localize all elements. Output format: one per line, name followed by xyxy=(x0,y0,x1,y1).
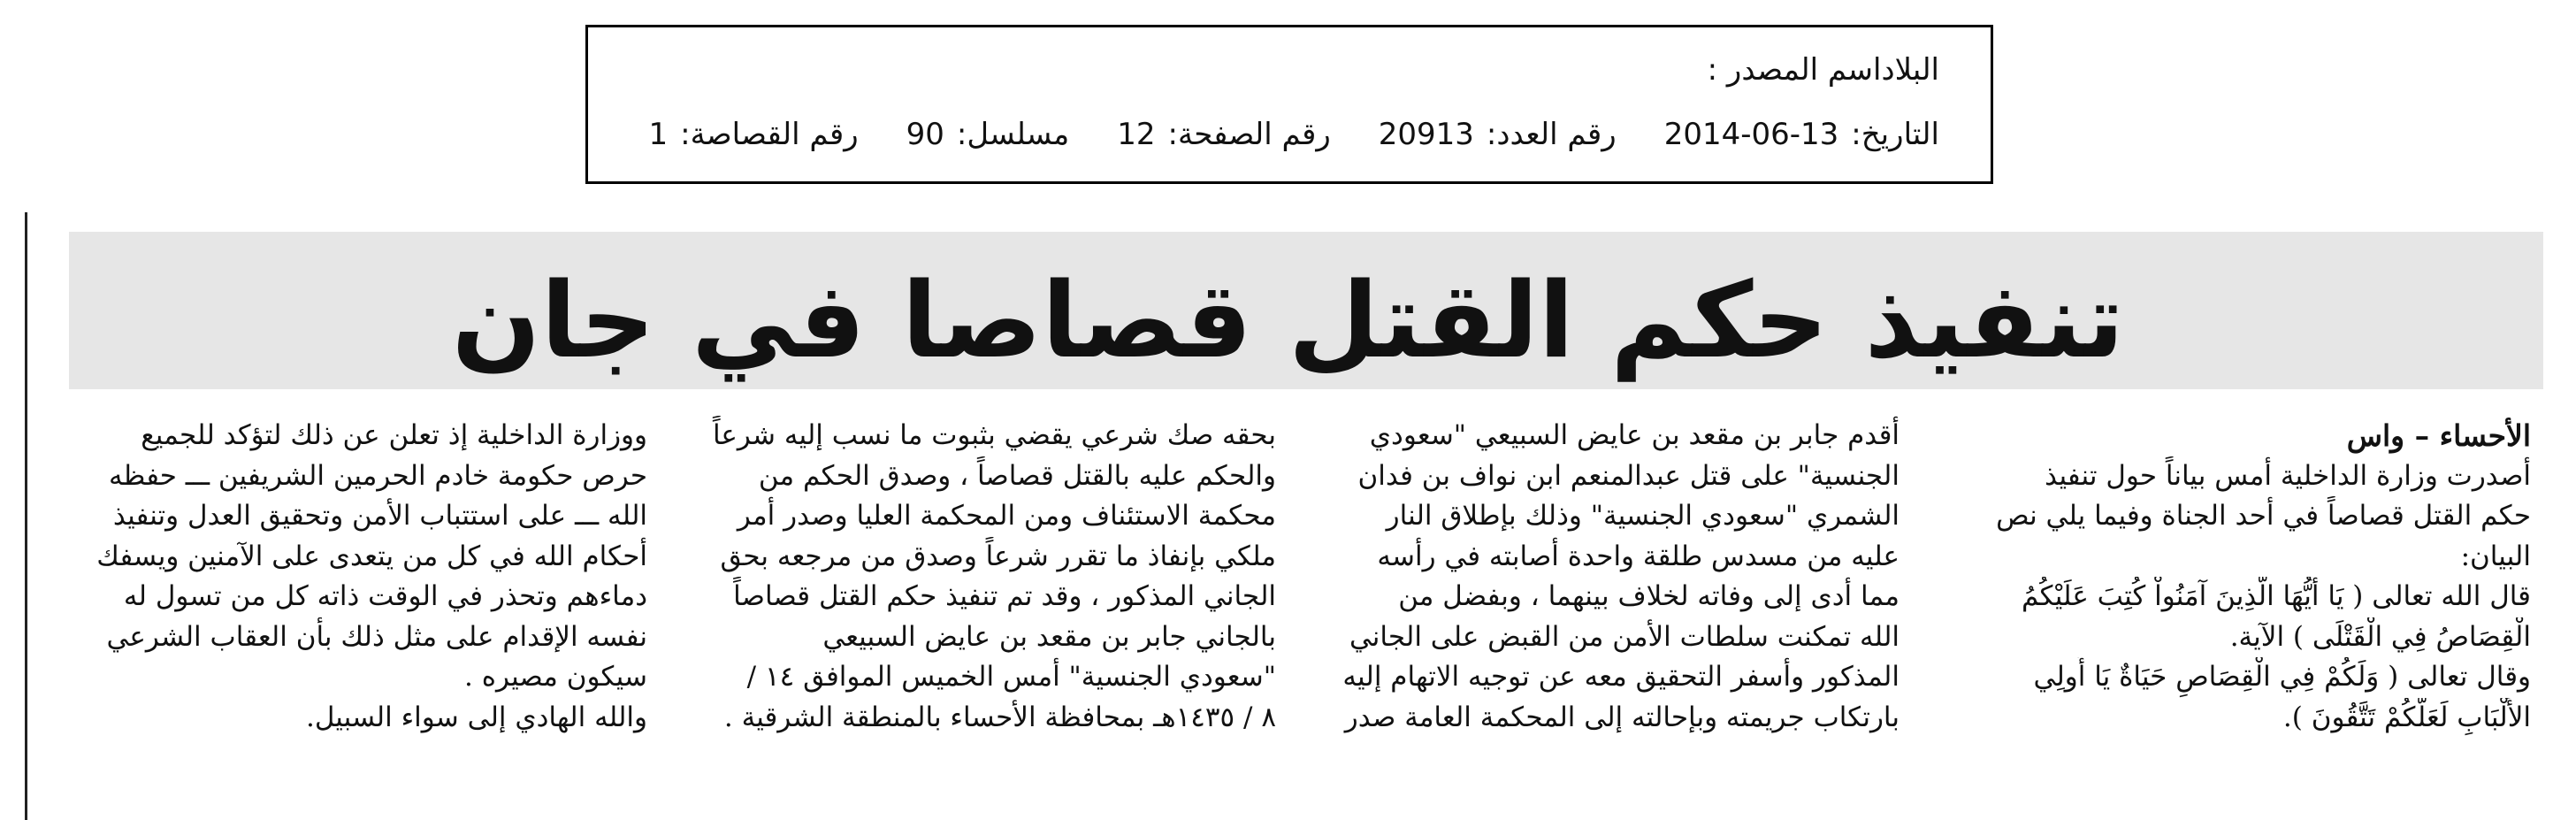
column-line: عليه من مسدس طلقة واحدة أصابته في رأسه xyxy=(1377,540,1900,572)
column-line: بالجاني جابر بن مقعد بن عايض السبيعي xyxy=(822,620,1276,653)
column-line: أحكام الله في كل من يتعدى على الآمنين ويسفك xyxy=(96,540,647,572)
clipping-number-value: 1 xyxy=(648,117,669,152)
column-line: بارتكاب جريمته وبإحالته إلى المحكمة العامة صدر xyxy=(1344,701,1900,733)
column-line: "سعودي الجنسية" أمس الخميس الموافق ١٤ / xyxy=(746,661,1276,693)
article-column-4 xyxy=(71,416,647,738)
column-line: والحكم عليه بالقتل قصاصاً ، وصدق الحكم من xyxy=(758,459,1276,492)
column-line: أصدرت وزارة الداخلية أمس بياناً حول تنفيذ xyxy=(2045,459,2531,492)
issue-number-field xyxy=(1379,117,1617,152)
source-name-value: البلاد xyxy=(1881,52,1939,88)
column-line: قال الله تعالى ( يَا أَيُّهَا الَّذِينَ آمَنُواْ كُتِبَ عَلَيْكُمُ xyxy=(2021,580,2531,612)
column-line: وقال تعالى ( وَلَكُمْ فِي الْقِصَاصِ حَيَاةٌ يَا أُولِي xyxy=(2033,661,2531,693)
article-headline: تنفيذ حكم القتل قصاصا في جان xyxy=(451,259,2125,381)
column-line: ٨ / ١٤٣٥هـ بمحافظة الأحساء بالمنطقة الشرقية . xyxy=(723,701,1276,733)
serial-field xyxy=(906,117,1070,152)
details-row xyxy=(648,112,1939,157)
clipping-number-field xyxy=(648,117,858,152)
issue-number-label: رقم العدد: xyxy=(1486,117,1617,152)
page-number-field xyxy=(1117,117,1331,152)
clipping-number-label: رقم القصاصة: xyxy=(680,117,859,152)
article-column-1 xyxy=(1954,416,2531,738)
column-line: ملكي بإنفاذ ما تقرر شرعاً وصدق من مرجعه بحق xyxy=(720,540,1276,572)
date-field xyxy=(1664,117,1939,152)
column-line: نفسه الإقدام على مثل ذلك بأن العقاب الشرعي xyxy=(106,620,647,653)
article-column-2 xyxy=(1328,416,1900,738)
source-row xyxy=(1639,49,1939,91)
column-line: الأَلْبَابِ لَعَلَّكُمْ تَتَّقُونَ ). xyxy=(2282,701,2531,733)
column-line: البيان: xyxy=(2460,540,2531,572)
column-line: أقدم جابر بن مقعد بن عايض السبيعي "سعودي xyxy=(1369,419,1900,451)
source-name-label: اسم المصدر : xyxy=(1707,52,1882,88)
column-line: المذكور وأسفر التحقيق معه عن توجيه الاتهام إليه xyxy=(1342,661,1900,693)
page-number-value: 12 xyxy=(1117,117,1156,152)
column-line: دماءهم وتحذر في الوقت ذاته كل من تسول له xyxy=(123,580,647,612)
column-line: محكمة الاستئناف ومن المحكمة العليا وصدر أمر xyxy=(737,500,1276,532)
serial-label: مسلسل: xyxy=(956,117,1070,152)
column-line: مما أدى إلى وفاته لخلاف بينهما ، وبفضل من xyxy=(1398,580,1900,612)
column-line: حكم القتل قصاصاً في أحد الجناة وفيما يلي نص xyxy=(1996,500,2531,532)
column-line: حرص حكومة خادم الحرمين الشريفين ـــ حفظه xyxy=(109,459,647,492)
page-number-label: رقم الصفحة: xyxy=(1167,117,1331,152)
serial-value: 90 xyxy=(906,117,944,152)
column-line: الشمري "سعودي الجنسية" وذلك بإطلاق النار xyxy=(1386,500,1900,532)
column-line: الجنسية" على قتل عبدالمنعم ابن نواف بن فدان xyxy=(1357,459,1900,492)
column-line: الله ـــ على استتباب الأمن وتحقيق العدل وتنفيذ xyxy=(112,500,647,532)
date-label: التاريخ: xyxy=(1851,117,1939,152)
article-dateline: الأحساء – واس xyxy=(2346,418,2531,453)
column-line: بحقه صك شرعي يقضي بثبوت ما نسب إليه شرعاً xyxy=(712,419,1276,451)
article-column-3 xyxy=(703,416,1276,738)
clipping-metadata-box xyxy=(585,25,1993,184)
column-line: سيكون مصيره . xyxy=(464,661,647,693)
column-line: الْقِصَاصُ فِي الْقَتْلَى ) الآية. xyxy=(2229,620,2531,653)
date-value: 2014-06-13 xyxy=(1663,117,1839,152)
issue-number-value: 20913 xyxy=(1378,117,1474,152)
column-line: والله الهادي إلى سواء السبيل. xyxy=(305,701,647,733)
column-line: الله تمكنت سلطات الأمن من القبض على الجاني xyxy=(1349,620,1900,653)
column-line: ووزارة الداخلية إذ تعلن عن ذلك لتؤكد للجميع xyxy=(141,419,647,451)
column-line: الجاني المذكور ، وقد تم تنفيذ حكم القتل قصاصاً xyxy=(733,580,1276,612)
